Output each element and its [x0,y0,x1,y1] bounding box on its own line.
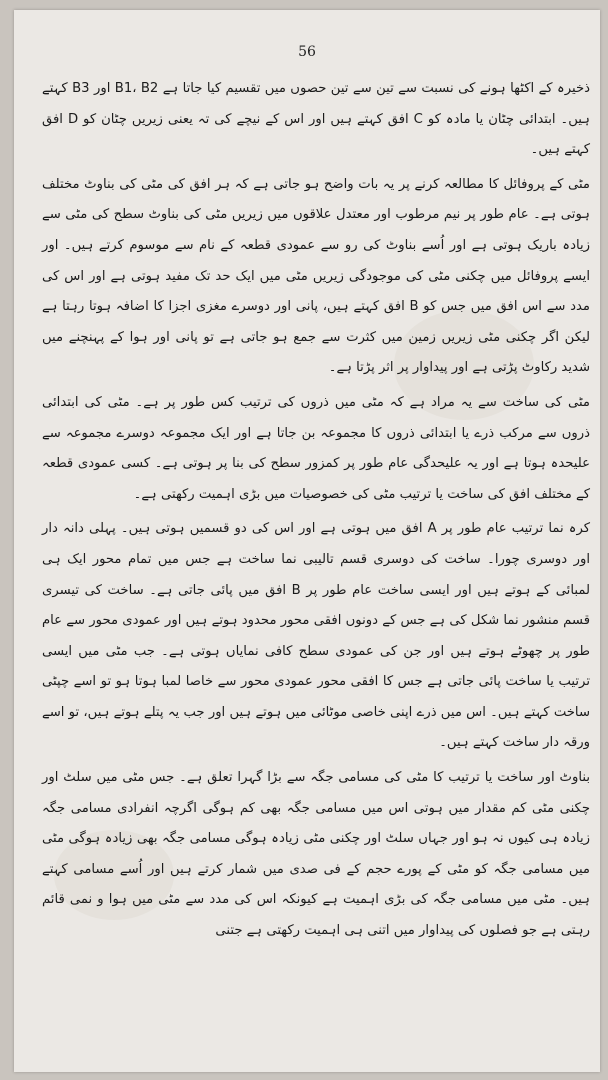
paragraph: ذخیرہ کے اکٹھا ہونے کی نسبت سے تین سے تین حصوں میں تقسیم کیا جاتا ہے B1، B2 اور B3 کہتے ہیں۔ ابتدائی چٹان یا مادہ کو C افق کہتے ہیں اور اس کے نیچے کی تہ یعنی زیریں چٹان کو D افق کہتے ہیں۔ [42,81,590,158]
paragraph: مٹی کی ساخت سے یہ مراد ہے کہ مٹی میں ذروں کی ترتیب کس طور پر ہے۔ مٹی کی ابتدائی ذروں سے مرکب ذرے یا ابتدائی ذروں کا مجموعہ بن جاتا ہے اور ایک مجموعہ دوسرے مجموعہ سے علیحدہ ہوتا ہے اور یہ علیحدگی عام طور پر کمزور سطح کی بنا پر ہوتی ہے۔ کسی عمودی قطعہ کے مختلف افق کی ساخت یا ترتیب مٹی کی خصوصیات میں بڑی اہمیت رکھتی ہے۔ [42,394,590,502]
paragraph: کرہ نما ترتیب عام طور پر A افق میں ہوتی ہے اور اس کی دو قسمیں ہوتی ہیں۔ پہلی دانہ دار اور دوسری چورا۔ ساخت کی دوسری قسم تالیبی نما ساخت ہے جس میں تمام محور ایک ہی لمبائی کے ہوتے ہیں اور ایسی ساخت عام طور پر B افق میں پائی جاتی ہے۔ ساخت کی تیسری قسم منشور نما شکل کی ہے جس کے دونوں افقی محور محدود ہوتے ہیں اور عمودی محور سے عام طور پر چھوٹے ہوتے ہیں اور جن کی عمودی سطح کافی نمایاں ہوتی ہے۔ جب مٹی میں ایسی ترتیب یا ساخت پائی جاتی ہے جس کا افقی محور عمودی محور سے خاصا لمبا ہوتا ہو تو اسے چپٹی ساخت کہتے ہیں۔ اس میں ذرے اپنی خاصی موٹائی میں ہوتے ہیں اور جب یہ پتلے ہوتے ہیں، تو اسے ورقہ دار ساخت کہتے ہیں۔ [42,521,591,751]
page-number: 56 [298,44,316,60]
book-page [14,10,600,1072]
paragraph: مٹی کے پروفائل کا مطالعہ کرنے پر یہ بات واضح ہو جاتی ہے کہ ہر افق کی مٹی کی بناوٹ مختلف ہوتی ہے۔ عام طور پر نیم مرطوب اور معتدل علاقوں میں زیریں مٹی کی بناوٹ سطح کی مٹی سے زیادہ باریک ہوتی ہے اور اُسے بناوٹ کی رو سے عمودی قطعہ کے نام سے موسوم کرتے ہیں۔ اور ایسے پروفائل میں چکنی مٹی کی موجودگی زیریں مٹی میں ایک حد تک مفید ہوتی ہے اور اس کی مدد سے اس افق میں جس کو B افق کہتے ہیں، پانی اور دوسرے مغزی اجزا کا اضافہ ہوتا رہتا ہے لیکن اگر چکنی مٹی زیریں زمین میں کثرت سے جمع ہو جاتی ہے تو پانی اور ہوا کے پہنچنے میں شدید رکاوٹ پڑتی ہے اور پیداوار پر اثر پڑتا ہے۔ [42,176,590,376]
body-text [42,74,590,951]
paragraph: بناوٹ اور ساخت یا ترتیب کا مٹی کی مسامی جگہ سے بڑا گہرا تعلق ہے۔ جس مٹی میں سلٹ اور چکنی مٹی کم مقدار میں ہوتی اس میں مسامی جگہ بھی کم ہوگی اگرچہ انفرادی مسامی جگہ زیادہ ہی کیوں نہ ہو اور جہاں سلٹ اور چکنی مٹی زیادہ ہوگی مسامی جگہ بھی زیادہ ہوگی مٹی میں مسامی جگہ کو مٹی کے پورے حجم کے فی صدی میں شمار کرتے ہیں اور اُسے مسامی کہتے ہیں۔ مٹی میں مسامی جگہ کی بڑی اہمیت ہے کیونکہ اس کی مدد سے مٹی میں ہوا و نمی قائم رہتی ہے جو فصلوں کی پیداوار میں اتنی ہی اہمیت رکھتی ہے جتنی [42,770,590,939]
